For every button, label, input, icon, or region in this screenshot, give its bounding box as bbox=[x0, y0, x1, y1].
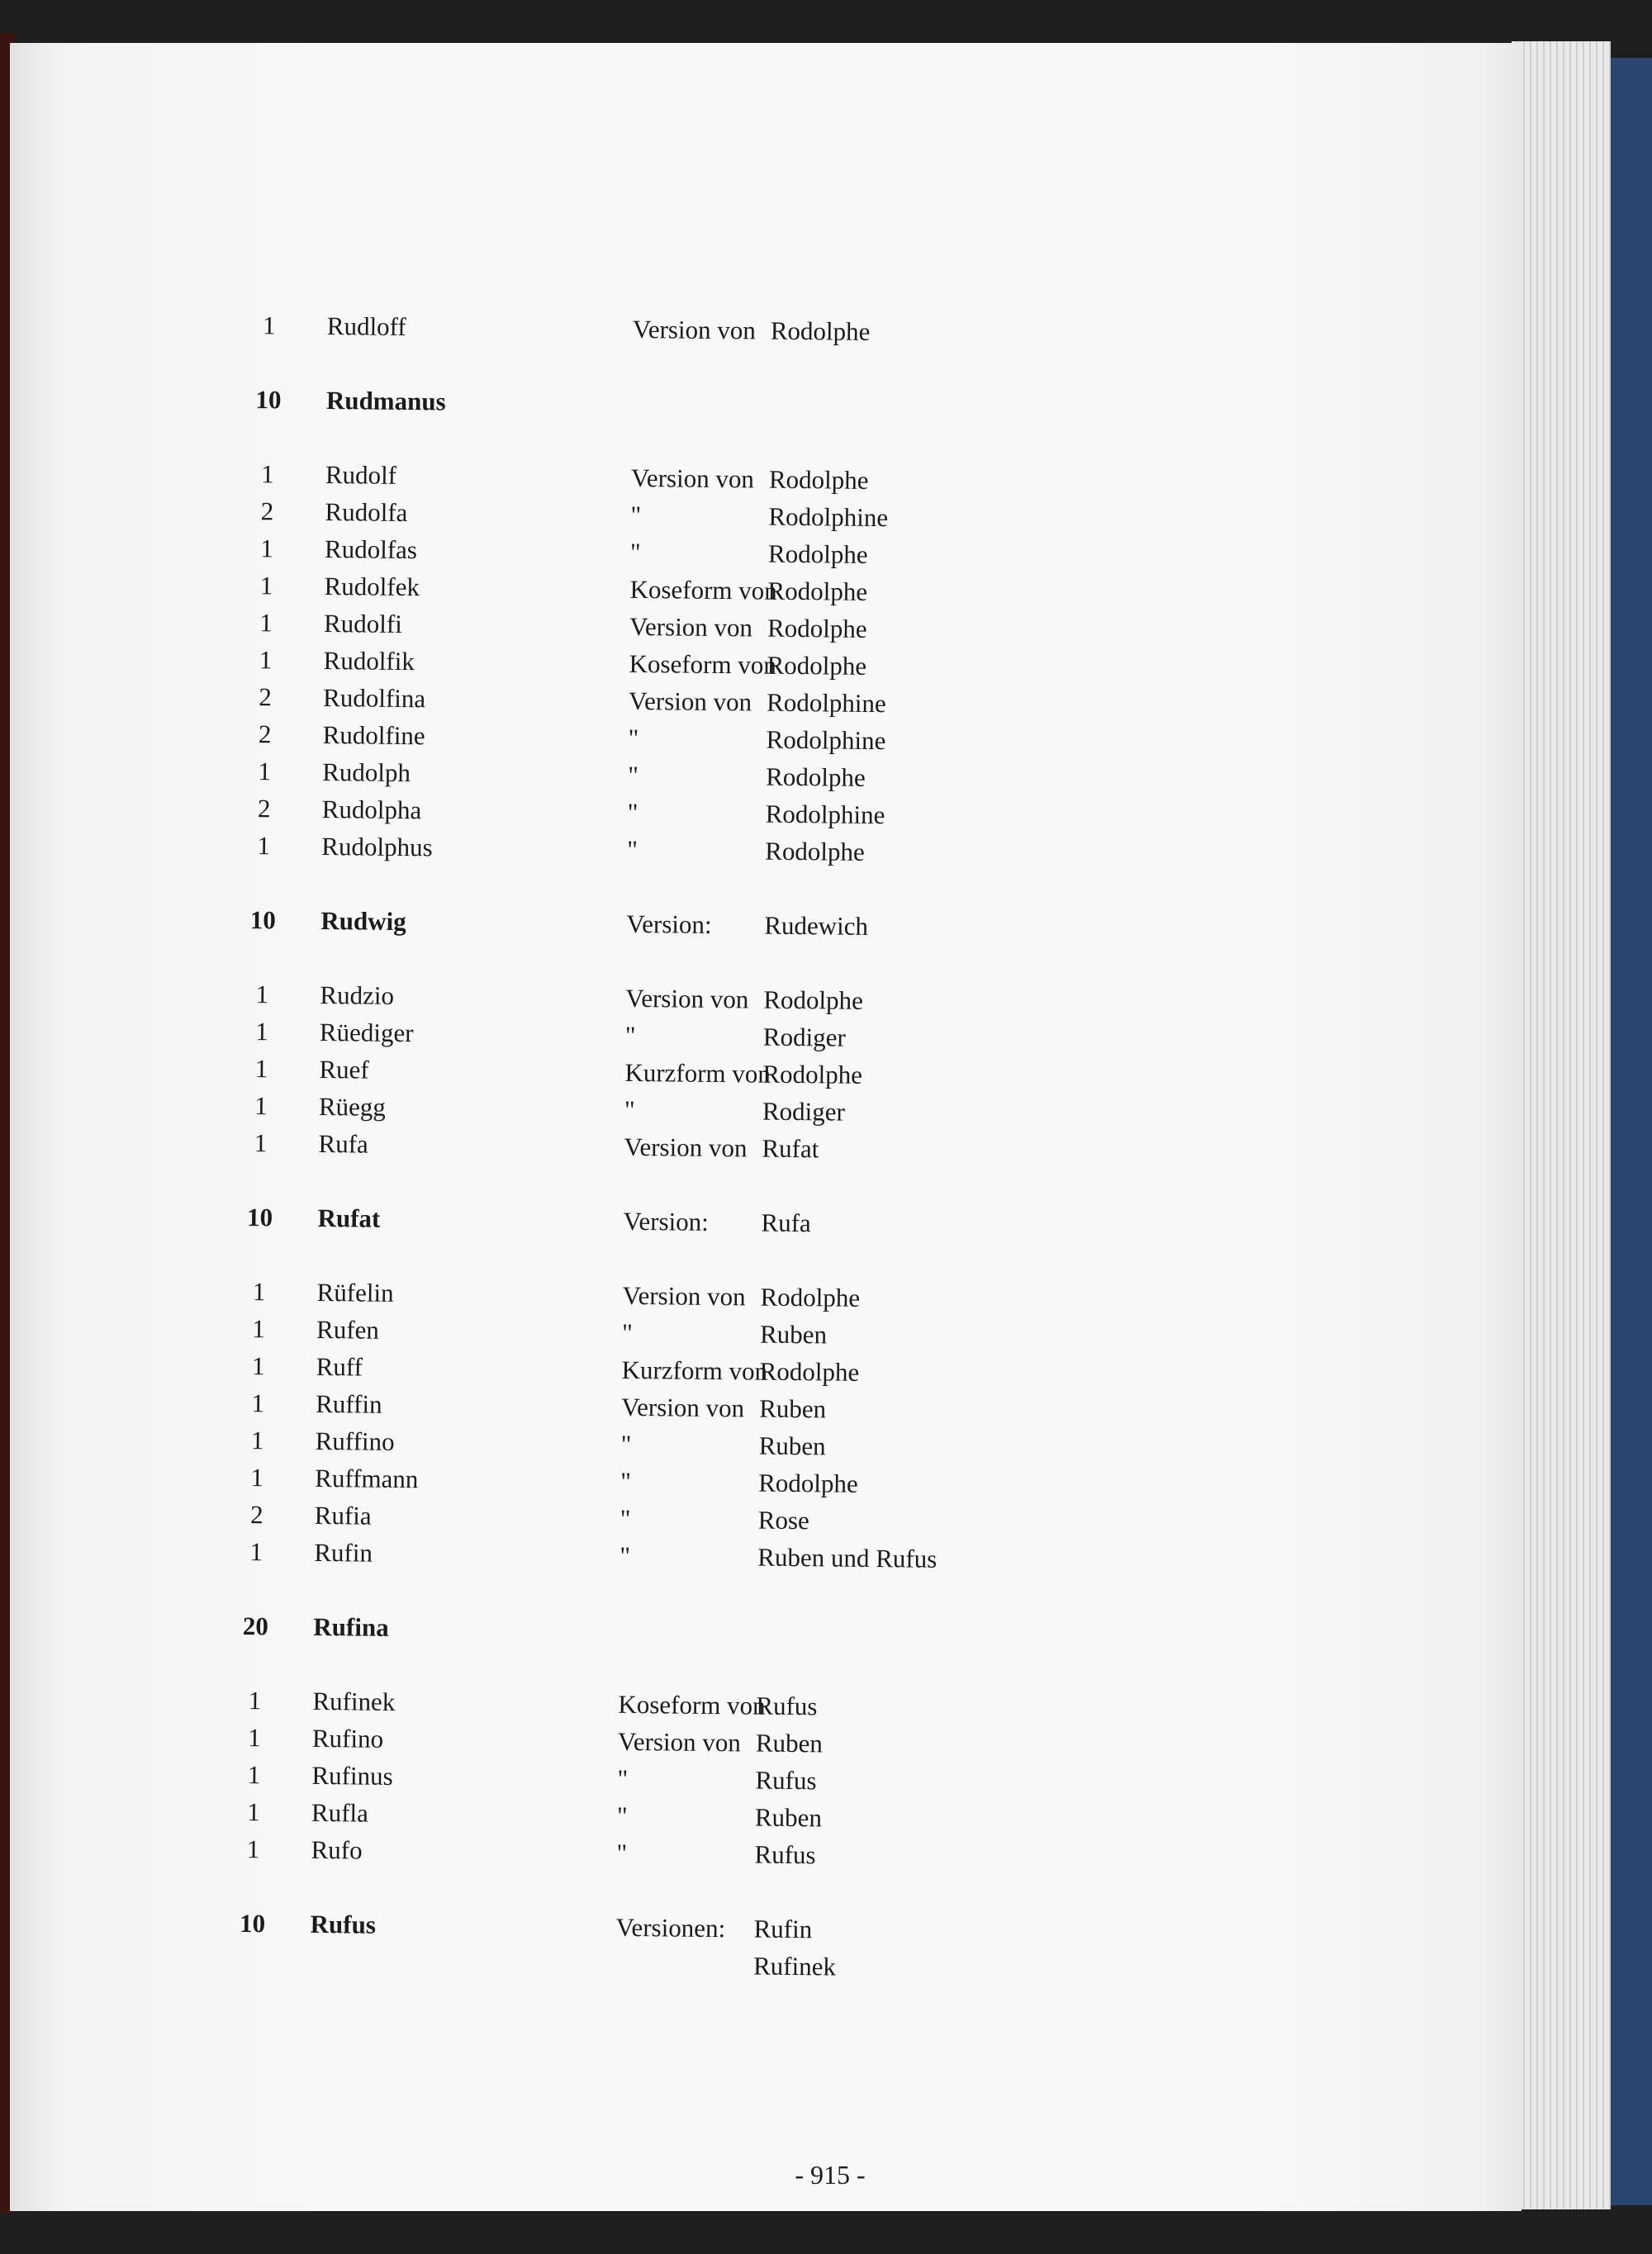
entry-relation: Koseform von bbox=[618, 1689, 766, 1720]
entry-name: Ruffin bbox=[316, 1388, 382, 1419]
entry-count: 2 bbox=[259, 682, 273, 712]
entry-relation: Version von bbox=[632, 314, 756, 345]
entry-relation: Kurzform von bbox=[621, 1355, 768, 1386]
name-entries-list bbox=[225, 0, 1487, 2254]
entry-name: Ruef bbox=[319, 1054, 369, 1084]
entry-name: Rudolpha bbox=[321, 794, 422, 825]
entry-relation: Version von bbox=[622, 1280, 746, 1312]
entry-relation: Version von bbox=[630, 463, 755, 494]
entry-relation: " bbox=[627, 797, 638, 827]
entry-source-name: Ruben bbox=[758, 1431, 826, 1461]
entry-source-name: Rodolphe bbox=[759, 1356, 860, 1387]
page-number: - 915 - bbox=[795, 2160, 866, 2190]
entry-count: 1 bbox=[258, 757, 272, 786]
entry-relation: " bbox=[624, 1094, 635, 1124]
entry-source-name: Rodolphe bbox=[763, 985, 864, 1015]
entry-source-name: Rufus bbox=[754, 1839, 816, 1870]
entry-name: Ruffino bbox=[315, 1426, 395, 1456]
entry-name: Rufus bbox=[310, 1909, 377, 1939]
entry-source-name: Ruben bbox=[759, 1319, 828, 1350]
entry-name: Rudolfik bbox=[323, 646, 415, 676]
entry-name: Rufinus bbox=[311, 1760, 393, 1791]
entry-name: Rudolfi bbox=[323, 609, 403, 638]
entry-count: 1 bbox=[251, 1351, 265, 1381]
page-edges bbox=[1512, 41, 1611, 2209]
entry-source-name: Rodolphine bbox=[766, 687, 886, 719]
entry-count: 2 bbox=[257, 794, 271, 823]
entry-count: 1 bbox=[259, 571, 273, 600]
entry-count: 1 bbox=[254, 1054, 268, 1084]
entry-name: Rudolfas bbox=[324, 534, 418, 565]
entry-count: 1 bbox=[254, 1091, 268, 1121]
entry-name: Rudolfek bbox=[324, 572, 420, 602]
entry-source-name: Rodolphe bbox=[767, 650, 867, 681]
entry-name: Rüegg bbox=[318, 1091, 387, 1122]
entry-count: 1 bbox=[259, 608, 273, 638]
entry-name: Rudwig bbox=[320, 905, 406, 937]
entry-row-heading bbox=[244, 383, 1400, 432]
entry-relation: Version von bbox=[624, 1132, 748, 1163]
entry-count: 1 bbox=[254, 1128, 268, 1158]
entry-relation: Koseform von bbox=[629, 574, 777, 605]
entry-name: Rudzio bbox=[320, 980, 395, 1010]
entry-count: 10 bbox=[246, 1203, 273, 1232]
entry-count: 1 bbox=[260, 534, 273, 563]
entry-source-name: Rodiger bbox=[762, 1096, 846, 1127]
entry-count: 10 bbox=[249, 905, 277, 935]
entry-source-name: Ruben und Rufus bbox=[757, 1542, 938, 1573]
entry-name: Rufin bbox=[314, 1537, 373, 1568]
entry-relation: " bbox=[621, 1317, 633, 1347]
entry-source-name: Rodolphe bbox=[770, 316, 871, 346]
entry-count: 20 bbox=[242, 1611, 269, 1641]
entry-source-name: Rufat bbox=[762, 1133, 819, 1164]
entry-name: Ruffmann bbox=[315, 1463, 419, 1494]
entry-count: 1 bbox=[248, 1723, 261, 1753]
entry-source-name: Rufin bbox=[753, 1914, 813, 1944]
entry-relation: Kurzform von bbox=[624, 1057, 771, 1089]
entry-name: Rufo bbox=[311, 1834, 363, 1865]
entry-relation: " bbox=[629, 537, 641, 567]
entry-count: 1 bbox=[252, 1314, 266, 1344]
entry-count: 2 bbox=[260, 496, 274, 526]
entry-row-heading bbox=[230, 1610, 1387, 1658]
entry-count bbox=[227, 1944, 277, 1945]
entry-name: Rudolph bbox=[322, 757, 411, 788]
entry-source-name: Rodolphe bbox=[768, 464, 869, 495]
entry-name: Rufina bbox=[313, 1611, 389, 1642]
entry-name: Rudolfine bbox=[322, 719, 425, 751]
entry-count: 1 bbox=[252, 1277, 266, 1307]
entry-source-name: Rodolphe bbox=[767, 613, 867, 643]
entry-source-name: Ruben bbox=[754, 1802, 823, 1833]
entry-count: 1 bbox=[246, 1834, 260, 1864]
entry-relation: Version von bbox=[621, 1392, 745, 1423]
entry-source-name: Rufus bbox=[756, 1691, 818, 1721]
entry-name: Rudolfina bbox=[322, 683, 426, 714]
entry-relation: " bbox=[628, 760, 639, 790]
entry-source-name: Rodolphe bbox=[767, 539, 868, 569]
entry-relation: " bbox=[617, 1763, 629, 1793]
entry-relation: " bbox=[616, 1801, 628, 1830]
entry-relation: Version von bbox=[625, 983, 749, 1014]
entry-name: Rudolf bbox=[325, 460, 397, 490]
entry-count: 1 bbox=[247, 1760, 261, 1790]
entry-relation: " bbox=[624, 1020, 636, 1050]
entry-name: Rudloff bbox=[326, 311, 406, 342]
entry-name: Rufinek bbox=[312, 1686, 396, 1716]
entry-source-name: Rose bbox=[757, 1505, 809, 1535]
entry-source-name: Rufinek bbox=[752, 1951, 837, 1981]
entry-count: 1 bbox=[248, 1686, 262, 1715]
entry-source-name: Rodolphine bbox=[765, 799, 885, 830]
entry-relation: " bbox=[630, 500, 642, 530]
entry-source-name: Rufa bbox=[761, 1208, 811, 1238]
entry-source-name: Rudewich bbox=[764, 910, 869, 941]
entry-relation: " bbox=[620, 1540, 631, 1570]
entry-relation: " bbox=[620, 1429, 632, 1459]
entry-relation: Koseform von bbox=[629, 648, 777, 680]
entry-count: 1 bbox=[254, 1017, 268, 1046]
entry-count: 1 bbox=[247, 1797, 260, 1827]
entry-name: Rüediger bbox=[319, 1017, 414, 1048]
entry-relation: Versionen: bbox=[615, 1912, 726, 1943]
entry-relation: Version von bbox=[629, 611, 753, 643]
entry-source-name: Rodolphe bbox=[767, 576, 868, 606]
book-cover-right bbox=[1609, 58, 1652, 2205]
entry-name: Rufat bbox=[317, 1203, 381, 1233]
entry-name: Rudolphus bbox=[321, 831, 433, 862]
entry-source-name: Rodolphine bbox=[768, 501, 889, 533]
entry-relation: Version von bbox=[617, 1726, 742, 1758]
entry-count: 1 bbox=[262, 311, 276, 340]
entry-count: 1 bbox=[259, 645, 273, 675]
entry-relation: " bbox=[620, 1503, 631, 1533]
entry-name: Rufino bbox=[311, 1723, 384, 1753]
entry-relation: " bbox=[620, 1466, 632, 1496]
entry-name: Ruff bbox=[316, 1351, 363, 1382]
entry-relation: Version von bbox=[628, 686, 752, 717]
entry-source-name: Ruben bbox=[755, 1728, 824, 1758]
entry-row-heading bbox=[235, 1201, 1391, 1250]
entry-source-name: Rodiger bbox=[762, 1022, 846, 1052]
entry-name: Rufa bbox=[318, 1128, 368, 1159]
entry-name: Rüfelin bbox=[316, 1277, 394, 1307]
entry-name: Rufen bbox=[316, 1314, 380, 1345]
entry-source-name: Rufus bbox=[755, 1765, 817, 1796]
entry-count: 1 bbox=[250, 1426, 264, 1455]
entry-relation: Version: bbox=[626, 909, 712, 939]
entry-row bbox=[244, 309, 1401, 358]
entry-name: Rufia bbox=[314, 1500, 372, 1530]
entry-count: 1 bbox=[250, 1463, 264, 1492]
entry-name: Rudolfa bbox=[325, 497, 408, 528]
entry-source-name: Rodolphe bbox=[758, 1468, 858, 1498]
entry-count: 1 bbox=[249, 1537, 263, 1567]
entry-relation: " bbox=[616, 1838, 628, 1867]
entry-relation: Version: bbox=[623, 1206, 710, 1236]
entry-source-name: Rodolphe bbox=[766, 762, 866, 792]
entry-row-heading bbox=[238, 904, 1394, 952]
entry-source-name: Ruben bbox=[758, 1393, 827, 1424]
entry-source-name: Rodolphe bbox=[762, 1059, 863, 1089]
entry-count: 1 bbox=[261, 459, 274, 489]
entry-source-name: Rodolphe bbox=[765, 836, 865, 866]
entry-count: 1 bbox=[255, 980, 269, 1009]
entry-name: Rudmanus bbox=[325, 386, 446, 416]
entry-source-name: Rodolphe bbox=[760, 1282, 861, 1312]
entry-name: Rufla bbox=[311, 1797, 369, 1828]
entry-relation: " bbox=[628, 723, 639, 753]
entry-relation: " bbox=[627, 834, 638, 864]
entry-source-name: Rodolphine bbox=[766, 724, 886, 756]
entry-count: 2 bbox=[249, 1500, 263, 1530]
entry-count: 10 bbox=[239, 1909, 266, 1938]
entry-count: 1 bbox=[251, 1388, 265, 1418]
entry-count: 2 bbox=[258, 719, 272, 749]
entry-count: 1 bbox=[257, 831, 271, 861]
entry-count: 10 bbox=[255, 385, 282, 415]
